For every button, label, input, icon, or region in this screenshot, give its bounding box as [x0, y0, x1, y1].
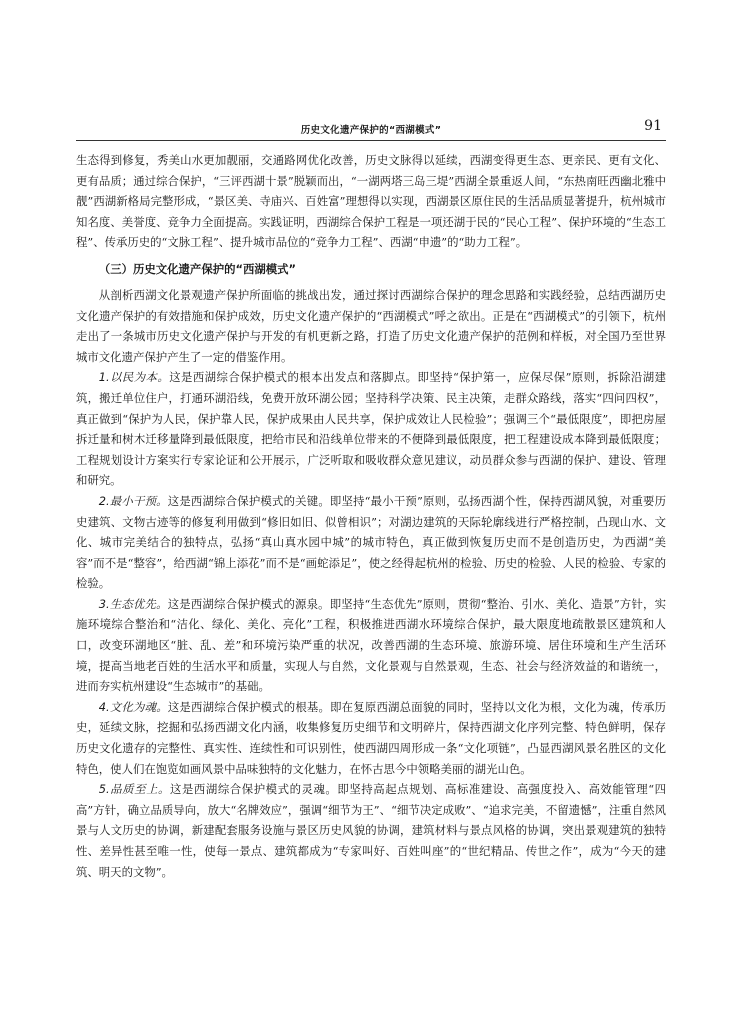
- item-lead: 3.生态优先。: [98, 596, 168, 611]
- item-lead: 4.文化为魂。: [98, 699, 168, 714]
- item-lead: 5.品质至上。: [98, 782, 171, 797]
- list-item: [76, 491, 666, 594]
- item-text: 这是西湖综合保护模式的根本出发点和落脚点。即坚持“保护第一，应保尽保”原则，拆除沿湖建筑，搬迁单位住户，打通环湖沿线，免费开放环湖公园；坚持科学决策、民主决策，走群众路线，落实“四问四权”，真正做到“保护为人民，保护靠人民，保护成果由人民共享，保护成效让人民检验”；强调三个“最低限度”，即把房屋拆迁量和树木迁移量降到最低限度，把给市民和沿线单位带来的不便降到最低限度，把工程建设成本降到最低限度；工程规划设计方案实行专家论证和公开展示，广泛听取和吸收群众意见建议，动员群众参与西湖的保护、建设、管理和研究。: [76, 370, 666, 488]
- item-text: 这是西湖综合保护模式的源泉。即坚持“生态优先”原则，贯彻“整治、引水、美化、造景”方针，实施环境综合整治和“洁化、绿化、美化、亮化”工程，积极推进西湖水环境综合保护，最大限度地疏散景区建筑和人口，改变环湖地区“脏、乱、差”和环境污染严重的状况，改善西湖的生态环境、旅游环境、居住环境和生产生活环境，提高当地老百姓的生活水平和质量，实现人与自然，文化景观与自然景观，生态、社会与经济效益的和谐统一，进而夯实杭州建设“生态城市”的基础。: [76, 596, 667, 694]
- body-text: [76, 150, 666, 882]
- list-item: [76, 594, 666, 697]
- item-text: 这是西湖综合保护模式的根基。即在复原西湖总面貌的同时，坚持以文化为根，文化为魂，传承历史，延续文脉，挖掘和弘扬西湖文化内涵，收集修复历史细节和文明碎片，保持西湖文化序列完整、特色鲜明，保存历史文化遗存的完整性、真实性、连续性和可识别性，使西湖四周形成一条“文化项链”，凸显西湖风景名胜区的文化特色，使人们在饱览如画风景中品味独特的文化魅力，在怀古思今中领略美丽的湖光山色。: [76, 699, 666, 776]
- continuation-paragraph: 生态得到修复，秀美山水更加靓丽，交通路网优化改善，历史文脉得以延续，西湖变得更生态、更亲民、更有文化、更有品质；通过综合保护，“三评西湖十景”脱颖而出，“一湖两塔三岛三堤”西湖全景重返人间，“东热南旺西幽北雅中靓”西湖新格局完整形成，“景区美、寺庙兴、百姓富”理想得以实现，西湖景区原住民的生活品质显著提升，杭州城市知名度、美誉度、竞争力全面提高。实践证明，西湖综合保护工程是一项还湖于民的“民心工程”、保护环境的“生态工程”、传承历史的“文脉工程”、提升城市品位的“竞争力工程”、西湖“申遗”的“助力工程”。: [76, 153, 666, 250]
- item-lead: 2.最小干预。: [98, 493, 168, 508]
- list-item: [76, 697, 666, 779]
- intro-paragraph: 从剖析西湖文化景观遗产保护所面临的挑战出发，通过探讨西湖综合保护的理念思路和实践经验，总结西湖历史文化遗产保护的有效措施和保护成效，历史文化遗产保护的“西湖模式”呼之欲出。正是在“西湖模式”的引领下，杭州走出了一条城市历史文化遗产保护与开发的有机更新之路，打造了历史文化遗产保护的范例和样板，对全国乃至世界城市文化遗产保护产生了一定的借鉴作用。: [76, 287, 666, 364]
- list-item: [76, 779, 666, 882]
- item-text: 这是西湖综合保护模式的关键。即坚持“最小干预”原则，弘扬西湖个性，保持西湖风貌，对重要历史建筑、文物古迹等的修复利用做到“修旧如旧、似曾相识”；对湖边建筑的天际轮廓线进行严格控制，凸现山水、文化、城市完美结合的独特点，弘扬“真山真水园中城”的城市特色，真正做到恢复历史而不是创造历史，为西湖“美容”而不是“整容”，给西湖“锦上添花”而不是“画蛇添足”，使之经得起杭州的检验、历史的检验、人民的检验、专家的检验。: [76, 493, 666, 591]
- page-header: [76, 118, 666, 141]
- page-number: 91: [644, 118, 662, 134]
- list-item: [76, 367, 666, 491]
- item-lead: 1.以民为本。: [98, 370, 170, 385]
- item-text: 这是西湖综合保护模式的灵魂。即坚持高起点规划、高标准建设、高强度投入、高效能管理“四高”方针，确立品质导向，放大“名牌效应”，强调“细节为王”、“细节决定成败”、“追求完美，不留遗憾”，注重自然风景与人文历史的协调，新建配套服务设施与景区历史风貌的协调，建筑材料与景点风格的协调，突出景观建筑的独特性、差异性甚至唯一性，使每一景点、建筑都成为“专家叫好、百姓叫座”的“世纪精品、传世之作”，成为“今天的建筑、明天的文物”。: [76, 782, 667, 879]
- running-title: 历史文化遗产保护的“西湖模式”: [300, 125, 442, 136]
- section-heading: （三）历史文化遗产保护的“西湖模式”: [98, 261, 297, 276]
